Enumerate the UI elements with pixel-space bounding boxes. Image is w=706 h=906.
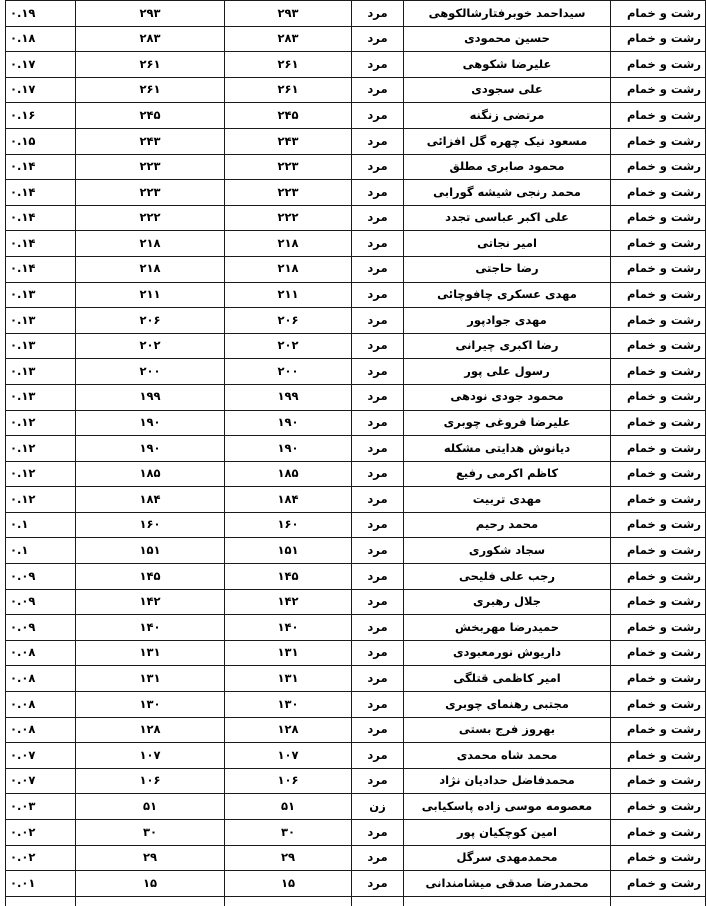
city-cell: رشت و خمام	[611, 333, 706, 359]
votes-cell: ۱۰۶	[225, 768, 352, 794]
votes-total-cell: ۱۵۱	[76, 538, 225, 564]
candidate-name-cell: داریوش نورمعبودی	[404, 640, 611, 666]
table-row	[6, 26, 706, 52]
votes-total-cell: ۱۰۷	[76, 743, 225, 769]
percent-cell: ۰.۱	[6, 512, 76, 538]
gender-cell: مرد	[352, 154, 404, 180]
votes-total-cell: ۲۶۱	[76, 52, 225, 78]
percent-cell: ۰.۱۳	[6, 282, 76, 308]
candidate-name-cell: مسعود نیک چهره گل افزائی	[404, 128, 611, 154]
table-row	[6, 436, 706, 462]
table-row	[6, 180, 706, 206]
votes-cell: ۲۹۳	[225, 1, 352, 27]
city-cell: رشت و خمام	[611, 871, 706, 897]
votes-cell: ۱۰۷	[225, 743, 352, 769]
votes-cell: ۱۵	[225, 871, 352, 897]
candidate-name-cell: امیر نجاتی	[404, 231, 611, 257]
candidate-name-cell: محمد رنجی شیشه گورابی	[404, 180, 611, 206]
votes-total-cell: ۱۴۲	[76, 589, 225, 615]
votes-cell: ۲۱۱	[225, 282, 352, 308]
votes-total-cell: ۲۰۶	[76, 308, 225, 334]
votes-total-cell: ۱۹۰	[76, 410, 225, 436]
city-cell: رشت و خمام	[611, 845, 706, 871]
gender-cell: مرد	[352, 820, 404, 846]
candidate-name-cell: رسول علی پور	[404, 359, 611, 385]
gender-cell: مرد	[352, 845, 404, 871]
city-cell: رشت و خمام	[611, 231, 706, 257]
city-cell: رشت و خمام	[611, 615, 706, 641]
votes-total-cell: ۱۲۸	[76, 717, 225, 743]
city-cell: رشت و خمام	[611, 256, 706, 282]
votes-total-cell: ۲۱۱	[76, 282, 225, 308]
votes-cell: ۱۸۴	[225, 487, 352, 513]
percent-cell: ۰.۱۹	[6, 1, 76, 27]
votes-cell: ۲۸۳	[225, 26, 352, 52]
votes-cell: ۳۰	[225, 820, 352, 846]
votes-total-cell: ۱۸۵	[76, 461, 225, 487]
city-cell: رشت و خمام	[611, 52, 706, 78]
votes-total-cell: ۲۰۲	[76, 333, 225, 359]
table-row	[6, 384, 706, 410]
city-cell: رشت و خمام	[611, 538, 706, 564]
percent-cell: ۰.۱۸	[6, 26, 76, 52]
candidate-name-cell: بهروز فرج بستی	[404, 717, 611, 743]
candidate-name-cell: مهدی جوادپور	[404, 308, 611, 334]
city-cell: رشت و خمام	[611, 128, 706, 154]
table-row	[6, 256, 706, 282]
gender-cell: مرد	[352, 436, 404, 462]
city-cell: رشت و خمام	[611, 26, 706, 52]
votes-cell: ۲۰۰	[225, 359, 352, 385]
candidate-name-cell: مهدی تربیت	[404, 487, 611, 513]
gender-cell: مرد	[352, 180, 404, 206]
city-cell: رشت و خمام	[611, 410, 706, 436]
votes-total-cell: ۲۲۳	[76, 154, 225, 180]
table-row	[6, 487, 706, 513]
votes-total-cell: ۱۳۰	[76, 692, 225, 718]
gender-cell: مرد	[352, 256, 404, 282]
candidate-name-cell: جلال رهبری	[404, 589, 611, 615]
votes-cell: ۱۴۲	[225, 589, 352, 615]
table-row	[6, 461, 706, 487]
candidate-name-cell: رجب علی فلیحی	[404, 564, 611, 590]
candidate-name-cell: رضا اکبری چیرانی	[404, 333, 611, 359]
city-cell: رشت و خمام	[611, 487, 706, 513]
candidate-name-cell: معصومه موسی زاده پاسکیابی	[404, 794, 611, 820]
candidate-name-cell: حمیدرضا مهربخش	[404, 615, 611, 641]
table-row	[6, 768, 706, 794]
gender-cell: مرد	[352, 666, 404, 692]
votes-cell: ۲۶۱	[225, 52, 352, 78]
votes-total-cell: ۱۶۰	[76, 512, 225, 538]
votes-total-cell: ۲۲۳	[76, 180, 225, 206]
empty-cell	[6, 896, 76, 906]
gender-cell: مرد	[352, 564, 404, 590]
votes-total-cell: ۱۹۰	[76, 436, 225, 462]
percent-cell: ۰.۱۲	[6, 436, 76, 462]
table-row	[6, 205, 706, 231]
votes-total-cell: ۲۱۸	[76, 256, 225, 282]
percent-cell: ۰.۱۷	[6, 77, 76, 103]
votes-total-cell: ۲۲۲	[76, 205, 225, 231]
votes-cell: ۱۳۰	[225, 692, 352, 718]
gender-cell: مرد	[352, 743, 404, 769]
candidate-name-cell: محمد شاه محمدی	[404, 743, 611, 769]
table-row	[6, 52, 706, 78]
candidate-name-cell: امین کوچکیان پور	[404, 820, 611, 846]
votes-cell: ۱۳۱	[225, 666, 352, 692]
results-table	[5, 0, 706, 906]
votes-cell: ۲۶۱	[225, 77, 352, 103]
table-row	[6, 794, 706, 820]
votes-cell: ۱۳۱	[225, 640, 352, 666]
candidate-name-cell: محمد رحیم	[404, 512, 611, 538]
percent-cell: ۰.۰۸	[6, 640, 76, 666]
candidate-name-cell: محمدرضا صدقی میشامندانی	[404, 871, 611, 897]
votes-cell: ۵۱	[225, 794, 352, 820]
candidate-name-cell: علی سجودی	[404, 77, 611, 103]
city-cell: رشت و خمام	[611, 359, 706, 385]
city-cell: رشت و خمام	[611, 717, 706, 743]
gender-cell: مرد	[352, 768, 404, 794]
votes-cell: ۱۴۵	[225, 564, 352, 590]
percent-cell: ۰.۱۳	[6, 333, 76, 359]
empty-cell	[76, 896, 225, 906]
table-row	[6, 77, 706, 103]
gender-cell: مرد	[352, 717, 404, 743]
votes-total-cell: ۲۴۵	[76, 103, 225, 129]
votes-total-cell: ۱۴۰	[76, 615, 225, 641]
votes-cell: ۱۸۵	[225, 461, 352, 487]
candidate-name-cell: مجتبی رهنمای چوبری	[404, 692, 611, 718]
votes-total-cell: ۵۱	[76, 794, 225, 820]
gender-cell: مرد	[352, 205, 404, 231]
candidate-name-cell: محمود صابری مطلق	[404, 154, 611, 180]
percent-cell: ۰.۱۵	[6, 128, 76, 154]
city-cell: رشت و خمام	[611, 666, 706, 692]
votes-total-cell: ۱۰۶	[76, 768, 225, 794]
votes-cell: ۲۹	[225, 845, 352, 871]
votes-cell: ۲۲۳	[225, 154, 352, 180]
percent-cell: ۰.۱۳	[6, 359, 76, 385]
city-cell: رشت و خمام	[611, 512, 706, 538]
percent-cell: ۰.۱۴	[6, 180, 76, 206]
table-row	[6, 282, 706, 308]
percent-cell: ۰.۱	[6, 538, 76, 564]
city-cell: رشت و خمام	[611, 564, 706, 590]
city-cell: رشت و خمام	[611, 308, 706, 334]
gender-cell: مرد	[352, 384, 404, 410]
percent-cell: ۰.۱۳	[6, 308, 76, 334]
votes-total-cell: ۲۹	[76, 845, 225, 871]
table-row	[6, 410, 706, 436]
table-row	[6, 103, 706, 129]
candidate-name-cell: مهدی عسکری چافوچائی	[404, 282, 611, 308]
votes-total-cell: ۱۹۹	[76, 384, 225, 410]
votes-cell: ۱۹۹	[225, 384, 352, 410]
votes-cell: ۲۱۸	[225, 231, 352, 257]
candidate-name-cell: کاظم اکرمی رفیع	[404, 461, 611, 487]
city-cell: رشت و خمام	[611, 768, 706, 794]
gender-cell: مرد	[352, 871, 404, 897]
candidate-name-cell: دیانوش هدایتی مشکله	[404, 436, 611, 462]
city-cell: رشت و خمام	[611, 384, 706, 410]
votes-total-cell: ۳۰	[76, 820, 225, 846]
gender-cell: مرد	[352, 538, 404, 564]
percent-cell: ۰.۰۱	[6, 871, 76, 897]
candidate-name-cell: رضا حاجتی	[404, 256, 611, 282]
gender-cell: مرد	[352, 282, 404, 308]
votes-cell: ۱۲۸	[225, 717, 352, 743]
percent-cell: ۰.۱۴	[6, 154, 76, 180]
table-row	[6, 640, 706, 666]
votes-cell: ۱۶۰	[225, 512, 352, 538]
votes-total-cell: ۱۸۴	[76, 487, 225, 513]
candidate-name-cell: علیرضا شکوهی	[404, 52, 611, 78]
candidate-name-cell: حسین محمودی	[404, 26, 611, 52]
candidate-name-cell: محمود جودی نودهی	[404, 384, 611, 410]
votes-cell: ۲۴۵	[225, 103, 352, 129]
percent-cell: ۰.۱۲	[6, 410, 76, 436]
table-row	[6, 512, 706, 538]
city-cell: رشت و خمام	[611, 77, 706, 103]
gender-cell: مرد	[352, 77, 404, 103]
percent-cell: ۰.۱۲	[6, 461, 76, 487]
table-row	[6, 820, 706, 846]
city-cell: رشت و خمام	[611, 436, 706, 462]
table-row	[6, 743, 706, 769]
empty-cell	[404, 896, 611, 906]
votes-total-cell: ۱۴۵	[76, 564, 225, 590]
gender-cell: مرد	[352, 692, 404, 718]
percent-cell: ۰.۱۲	[6, 487, 76, 513]
gender-cell: مرد	[352, 333, 404, 359]
votes-cell: ۲۴۳	[225, 128, 352, 154]
percent-cell: ۰.۱۷	[6, 52, 76, 78]
empty-cell	[225, 896, 352, 906]
votes-total-cell: ۲۹۳	[76, 1, 225, 27]
table-row-partial	[6, 896, 706, 906]
gender-cell: مرد	[352, 640, 404, 666]
table-row	[6, 615, 706, 641]
table-row	[6, 589, 706, 615]
votes-total-cell: ۲۸۳	[76, 26, 225, 52]
percent-cell: ۰.۰۷	[6, 768, 76, 794]
table-row	[6, 231, 706, 257]
city-cell: رشت و خمام	[611, 743, 706, 769]
empty-cell	[611, 896, 706, 906]
votes-cell: ۲۰۲	[225, 333, 352, 359]
gender-cell: مرد	[352, 231, 404, 257]
gender-cell: مرد	[352, 487, 404, 513]
city-cell: رشت و خمام	[611, 589, 706, 615]
table-row	[6, 333, 706, 359]
table-body	[6, 1, 706, 906]
table-row	[6, 1, 706, 27]
percent-cell: ۰.۰۹	[6, 615, 76, 641]
votes-cell: ۲۱۸	[225, 256, 352, 282]
table-row	[6, 128, 706, 154]
votes-total-cell: ۲۴۳	[76, 128, 225, 154]
city-cell: رشت و خمام	[611, 820, 706, 846]
votes-cell: ۲۲۳	[225, 180, 352, 206]
percent-cell: ۰.۰۸	[6, 666, 76, 692]
gender-cell: مرد	[352, 615, 404, 641]
table-row	[6, 359, 706, 385]
percent-cell: ۰.۰۳	[6, 794, 76, 820]
percent-cell: ۰.۰۷	[6, 743, 76, 769]
table-row	[6, 564, 706, 590]
gender-cell: مرد	[352, 589, 404, 615]
votes-total-cell: ۱۳۱	[76, 640, 225, 666]
city-cell: رشت و خمام	[611, 154, 706, 180]
empty-cell	[352, 896, 404, 906]
percent-cell: ۰.۱۴	[6, 231, 76, 257]
gender-cell: مرد	[352, 512, 404, 538]
gender-cell: مرد	[352, 26, 404, 52]
city-cell: رشت و خمام	[611, 461, 706, 487]
table-row	[6, 154, 706, 180]
gender-cell: زن	[352, 794, 404, 820]
candidate-name-cell: علیرضا فروغی چوبری	[404, 410, 611, 436]
city-cell: رشت و خمام	[611, 282, 706, 308]
percent-cell: ۰.۰۸	[6, 717, 76, 743]
percent-cell: ۰.۰۲	[6, 820, 76, 846]
gender-cell: مرد	[352, 128, 404, 154]
table-row	[6, 308, 706, 334]
table-row	[6, 871, 706, 897]
city-cell: رشت و خمام	[611, 180, 706, 206]
candidate-name-cell: سجاد شکوری	[404, 538, 611, 564]
votes-total-cell: ۱۳۱	[76, 666, 225, 692]
candidate-name-cell: سیداحمد خوبرفتارشالکوهی	[404, 1, 611, 27]
gender-cell: مرد	[352, 103, 404, 129]
gender-cell: مرد	[352, 410, 404, 436]
votes-cell: ۱۵۱	[225, 538, 352, 564]
percent-cell: ۰.۱۶	[6, 103, 76, 129]
city-cell: رشت و خمام	[611, 640, 706, 666]
table-row	[6, 692, 706, 718]
city-cell: رشت و خمام	[611, 692, 706, 718]
votes-total-cell: ۲۰۰	[76, 359, 225, 385]
percent-cell: ۰.۰۹	[6, 589, 76, 615]
votes-total-cell: ۲۶۱	[76, 77, 225, 103]
percent-cell: ۰.۱۳	[6, 384, 76, 410]
gender-cell: مرد	[352, 1, 404, 27]
percent-cell: ۰.۰۸	[6, 692, 76, 718]
votes-cell: ۲۲۲	[225, 205, 352, 231]
table-row	[6, 538, 706, 564]
candidate-name-cell: امیر کاظمی قتلگی	[404, 666, 611, 692]
city-cell: رشت و خمام	[611, 794, 706, 820]
votes-total-cell: ۲۱۸	[76, 231, 225, 257]
candidate-name-cell: محمدفاضل حدادیان نژاد	[404, 768, 611, 794]
percent-cell: ۰.۰۹	[6, 564, 76, 590]
table-row	[6, 717, 706, 743]
gender-cell: مرد	[352, 359, 404, 385]
percent-cell: ۰.۰۲	[6, 845, 76, 871]
votes-cell: ۲۰۶	[225, 308, 352, 334]
city-cell: رشت و خمام	[611, 1, 706, 27]
table-row	[6, 845, 706, 871]
percent-cell: ۰.۱۴	[6, 205, 76, 231]
candidate-name-cell: محمدمهدی سرگل	[404, 845, 611, 871]
votes-cell: ۱۹۰	[225, 410, 352, 436]
votes-cell: ۱۴۰	[225, 615, 352, 641]
candidate-name-cell: علی اکبر عباسی تجدد	[404, 205, 611, 231]
votes-total-cell: ۱۵	[76, 871, 225, 897]
city-cell: رشت و خمام	[611, 205, 706, 231]
table-row	[6, 666, 706, 692]
percent-cell: ۰.۱۴	[6, 256, 76, 282]
candidate-name-cell: مرتضی زنگنه	[404, 103, 611, 129]
city-cell: رشت و خمام	[611, 103, 706, 129]
gender-cell: مرد	[352, 308, 404, 334]
votes-cell: ۱۹۰	[225, 436, 352, 462]
gender-cell: مرد	[352, 461, 404, 487]
gender-cell: مرد	[352, 52, 404, 78]
